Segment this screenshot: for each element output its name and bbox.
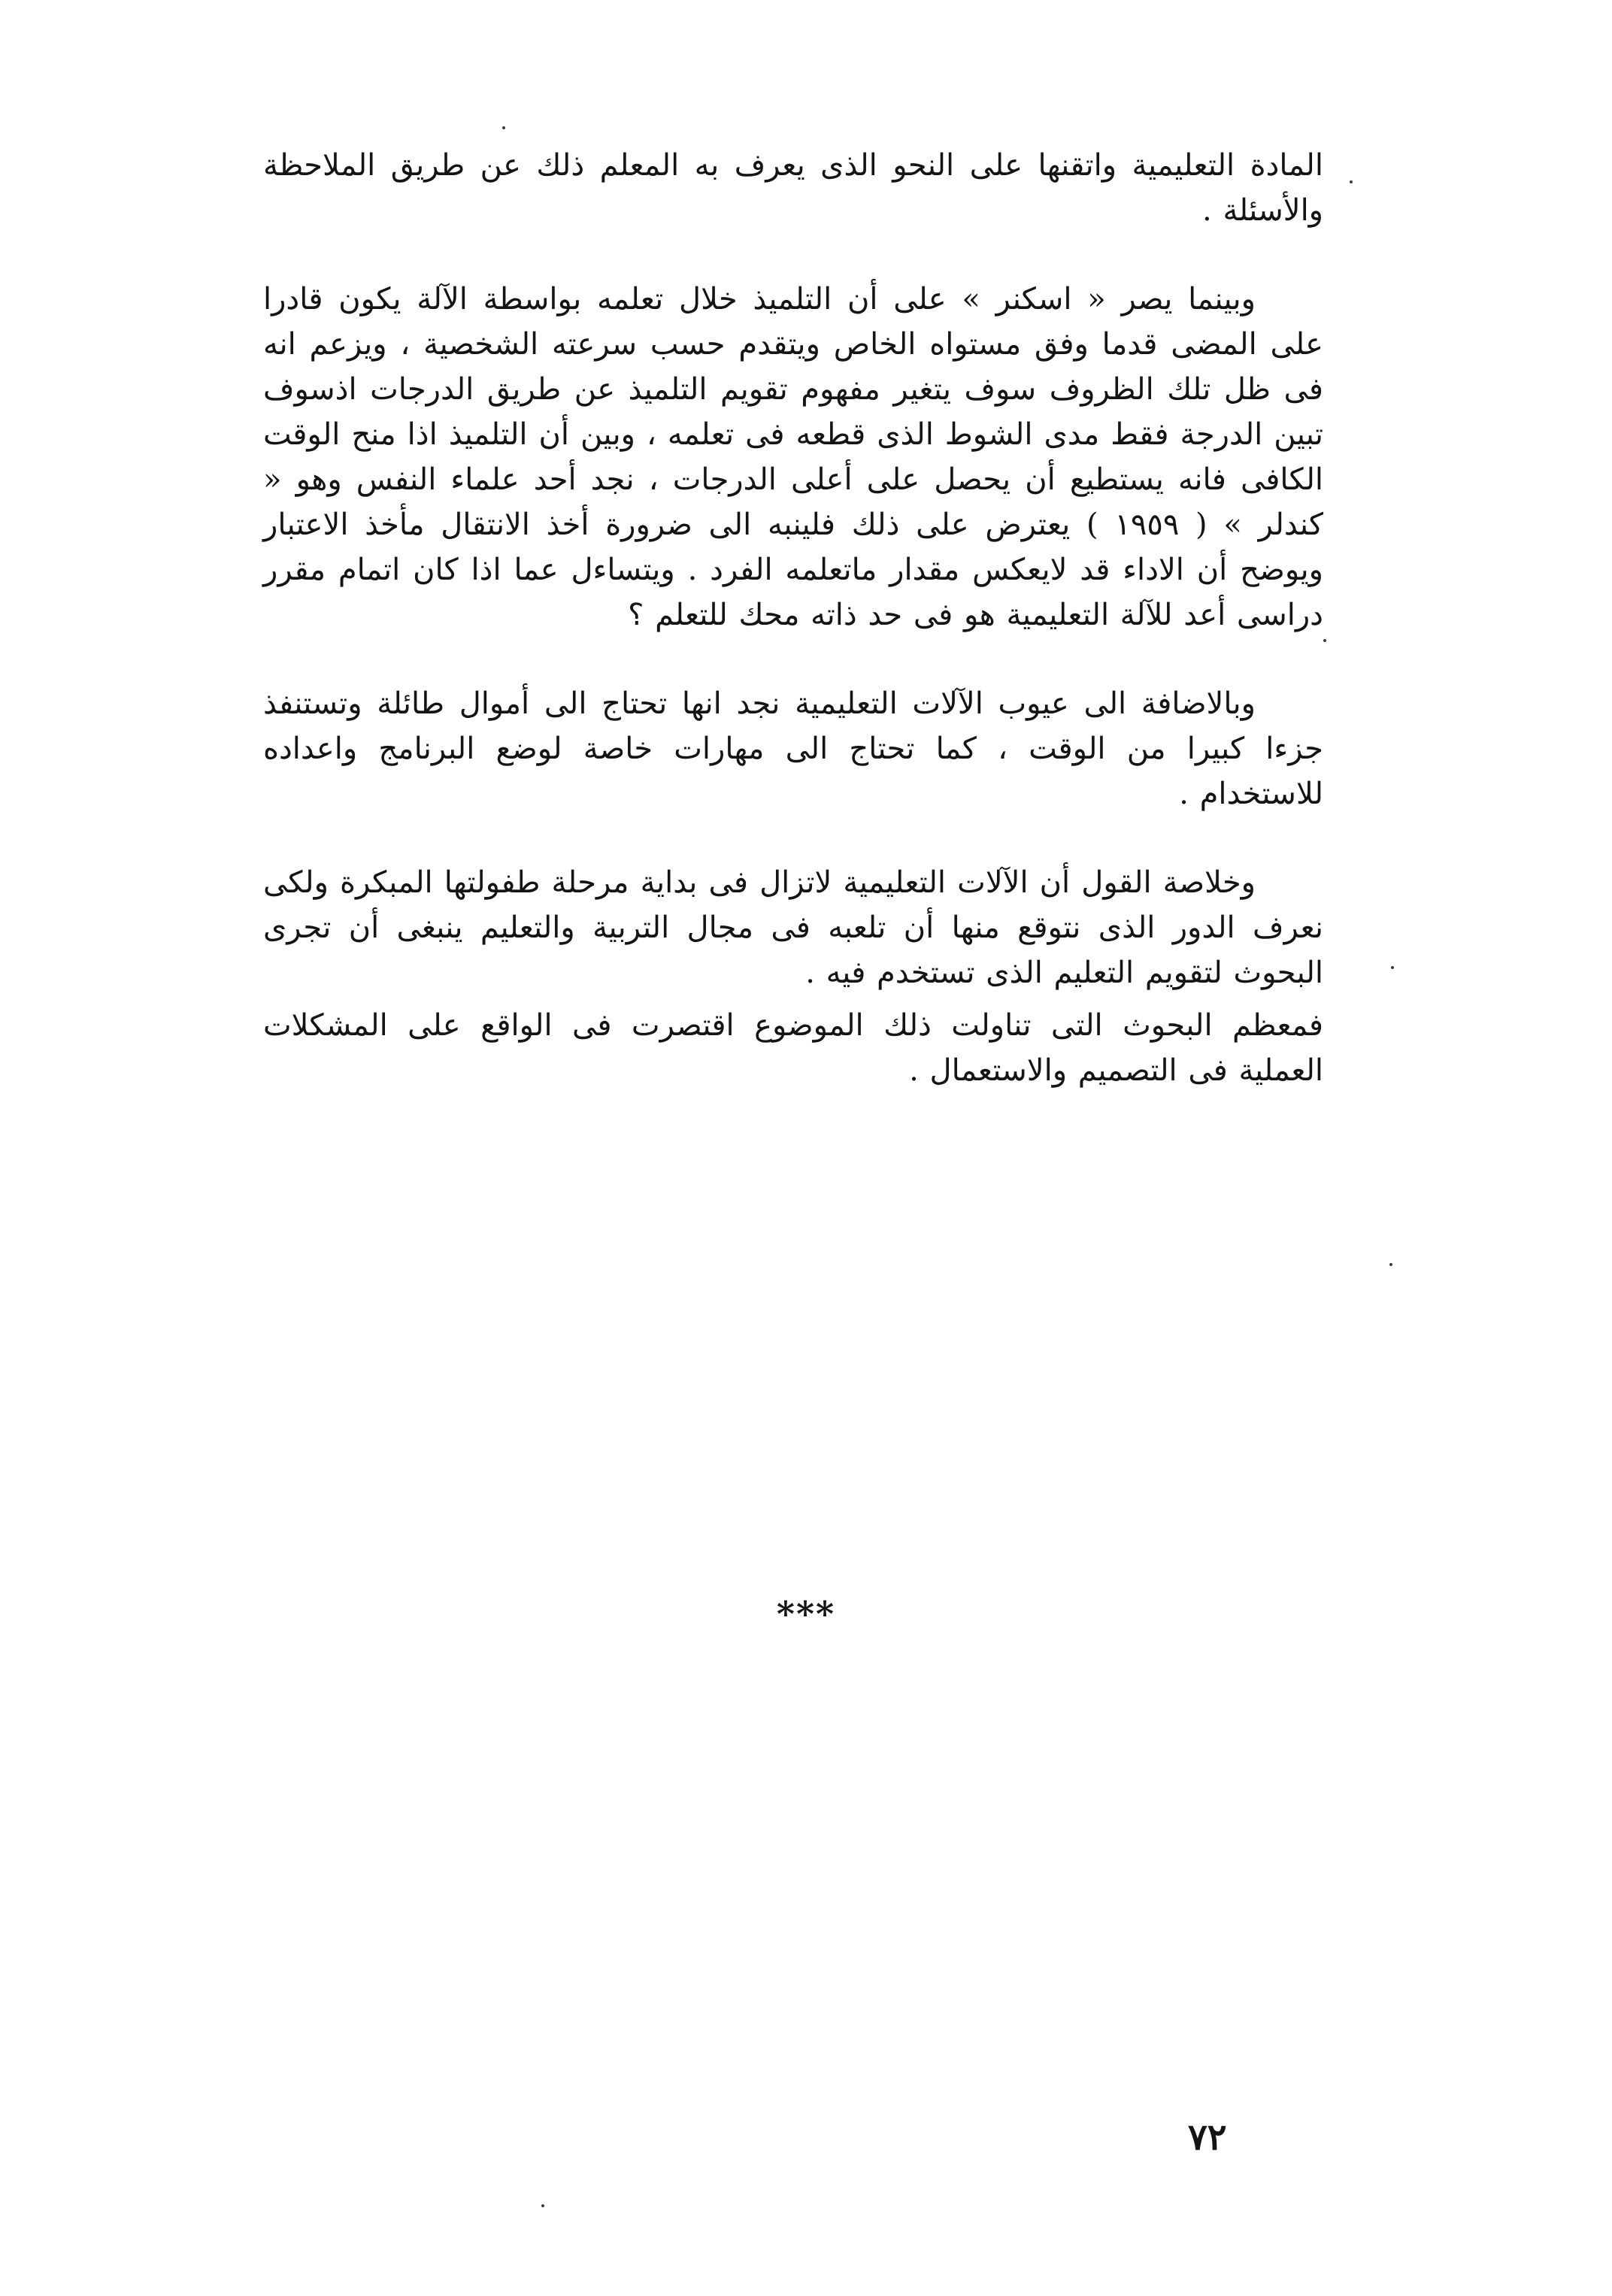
scan-speck [1389, 1263, 1392, 1266]
scan-speck [502, 126, 505, 129]
paragraph-research: فمعظم البحوث التى تناولت ذلك الموضوع اقتصرت فى الواقع على المشكلات العملية فى التصميم والاستعمال . [263, 1008, 1323, 1088]
page-number: ٧٢ [1188, 2116, 1227, 2158]
scan-speck [1391, 966, 1394, 969]
scan-speck [541, 2204, 544, 2207]
paragraph-skinner: وبينما يصر « اسكنر » على أن التلميذ خلال تعلمه بواسطة الآلة يكون قادرا على المضى قدما وفق مستواه الخاص ويتقدم حسب سرعته الشخصية ، ويزعم انه فى ظل تلك الظروف سوف يتغير مفهوم تقويم التلميذ عن طريق الدرجات اذسوف تبين الدرجة فقط مدى الشوط الذى قطعه فى تعلمه ، وبين أن التلميذ اذا منح الوقت الكافى فانه يستطيع أن يحصل على أعلى الدرجات ، نجد أحد علماء النفس وهو « كندلر » ( ١٩٥٩ ) يعترض على ذلك فلينبه الى ضرورة أخذ الانتقال مأخذ الاعتبار ويوضح أن الاداء قد لايعكس مقدار ماتعلمه الفرد . ويتساءل عما اذا كان اتمام مقرر دراسى أعد للآلة التعليمية هو فى حد ذاته محك للتعلم ؟ [263, 282, 1323, 632]
paragraph-continuation: المادة التعليمية واتقنها على النحو الذى يعرف به المعلم ذلك عن طريق الملاحظة والأسئلة . [263, 148, 1323, 228]
section-separator: *** [776, 1594, 836, 1634]
body-text [263, 143, 1323, 1093]
scan-speck [1350, 180, 1353, 183]
paragraph-drawbacks: وبالاضافة الى عيوب الآلات التعليمية نجد انها تحتاج الى أموال طائلة وتستنفذ جزءا كبيرا من الوقت ، كما تحتاج الى مهارات خاصة لوضع البرنامج واعداده للاستخدام . [263, 686, 1323, 811]
scan-speck [1323, 639, 1326, 642]
paragraph-conclusion: وخلاصة القول أن الآلات التعليمية لاتزال فى بداية مرحلة طفولتها المبكرة ولكى نعرف الدور الذى نتوقع منها أن تلعبه فى مجال التربية والتعليم ينبغى أن تجرى البحوث لتقويم التعليم الذى تستخدم فيه . [263, 865, 1324, 990]
